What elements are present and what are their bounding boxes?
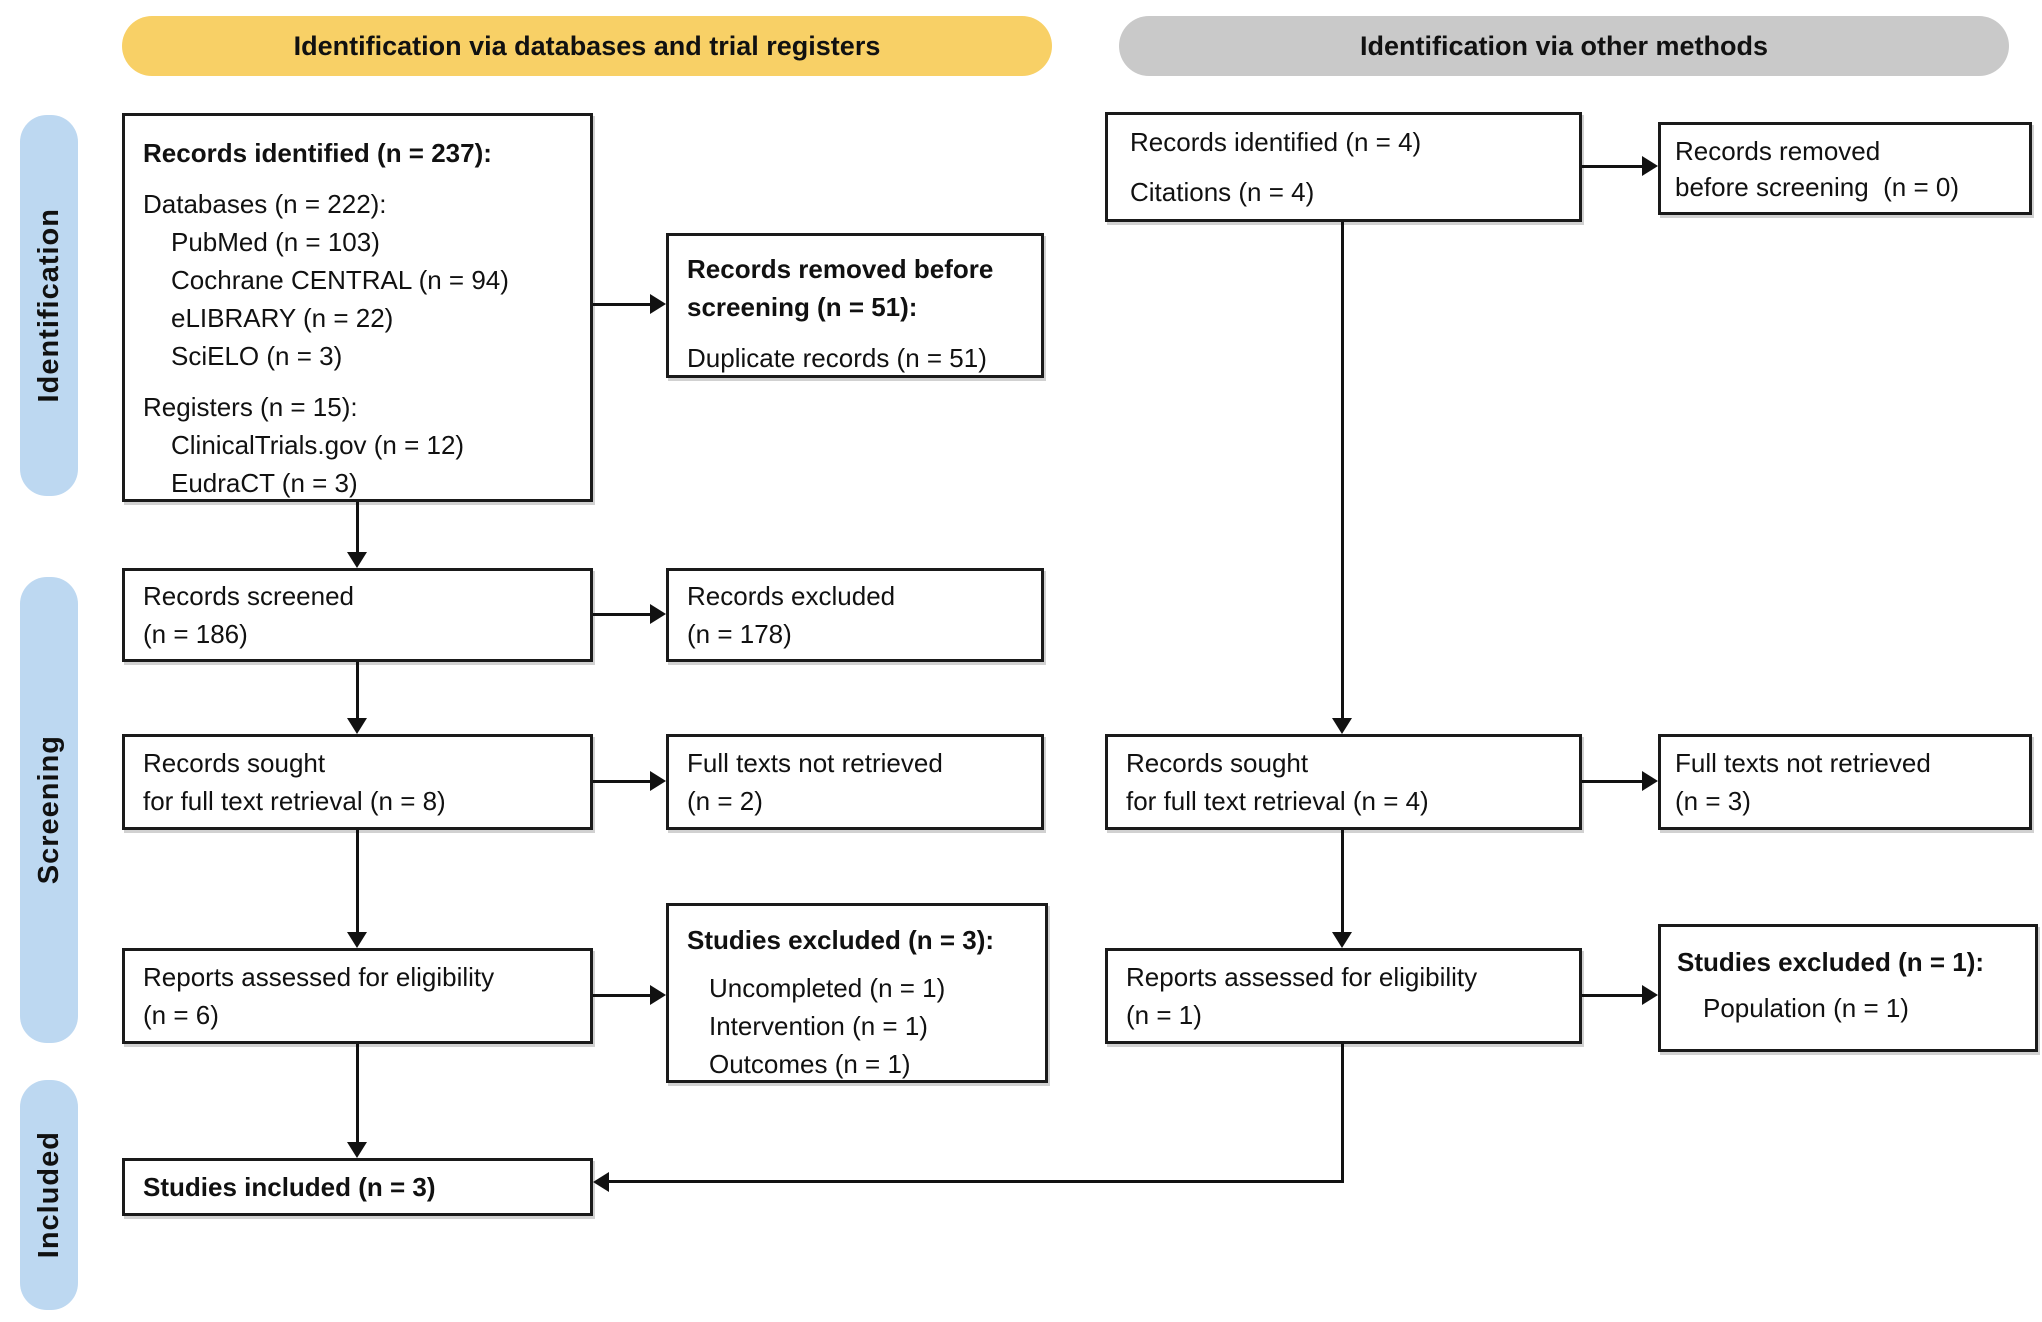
stage-screening-label: Screening	[32, 735, 65, 885]
exclusion-reason: Uncompleted (n = 1)	[709, 973, 946, 1003]
header-identification-databases-label: Identification via databases and trial registers	[293, 30, 881, 61]
databases-header: Databases (n = 222):	[143, 189, 387, 219]
arrow-sought-to-assessed-line	[356, 830, 359, 932]
arrow-sought-to-notretrieved-line	[593, 780, 650, 783]
database-item: Cochrane CENTRAL (n = 94)	[171, 265, 509, 295]
arrow-identified-to-screened-head	[347, 552, 367, 568]
box-records-excluded	[666, 568, 1044, 662]
box-records-sought-right	[1105, 734, 1582, 830]
header-identification-other-label: Identification via other methods	[1359, 30, 1769, 61]
box-records-sought-left	[122, 734, 593, 830]
stage-included-label: Included	[32, 1131, 65, 1259]
arrow-identified-other-to-removed-line	[1582, 165, 1642, 168]
records-excluded-line2: (n = 178)	[687, 619, 792, 649]
fulltexts-not-retrieved-right-line2: (n = 3)	[1675, 786, 1751, 816]
arrow-sought-right-to-assessed-head	[1332, 932, 1352, 948]
records-sought-left-line1: Records sought	[143, 748, 326, 778]
box-studies-included	[122, 1158, 593, 1216]
fulltexts-not-retrieved-right-line1: Full texts not retrieved	[1675, 748, 1931, 778]
studies-excluded-left-title: Studies excluded (n = 3):	[687, 925, 995, 955]
records-screened-line1: Records screened	[143, 581, 354, 611]
stage-identification	[20, 115, 78, 496]
reports-assessed-right-line2: (n = 1)	[1126, 1000, 1202, 1030]
records-identified-other-line1: Records identified (n = 4)	[1130, 127, 1422, 157]
arrow-identified-other-to-removed-head	[1642, 156, 1658, 176]
stage-identification-label: Identification	[32, 208, 65, 403]
database-item: PubMed (n = 103)	[171, 227, 380, 257]
arrow-assessed-to-included-line	[356, 1044, 359, 1142]
records-sought-right-line1: Records sought	[1126, 748, 1309, 778]
stage-included	[20, 1080, 78, 1310]
register-item: EudraCT (n = 3)	[171, 468, 358, 498]
arrow-assessed-right-to-excluded-line	[1582, 994, 1642, 997]
records-removed-other-line1: Records removed	[1675, 135, 1881, 166]
register-item: ClinicalTrials.gov (n = 12)	[171, 430, 465, 460]
exclusion-reason: Intervention (n = 1)	[709, 1011, 928, 1041]
arrow-identified-other-to-sought-line	[1341, 222, 1344, 718]
records-removed-other-line2: before screening (n = 0)	[1675, 171, 1959, 202]
header-identification-other	[1119, 16, 2009, 76]
arrow-sought-to-notretrieved-head	[650, 771, 666, 791]
arrow-screened-to-sought-head	[347, 718, 367, 734]
arrow-screened-to-excluded-head	[650, 604, 666, 624]
header-identification-databases	[122, 16, 1052, 76]
database-item: eLIBRARY (n = 22)	[171, 303, 394, 333]
arrow-assessed-right-to-included-vline	[1341, 1044, 1344, 1183]
box-records-removed-duplicates	[666, 233, 1044, 378]
database-item: SciELO (n = 3)	[171, 341, 343, 371]
arrow-identified-to-screened-line	[356, 502, 359, 552]
records-sought-left-line2: for full text retrieval (n = 8)	[143, 786, 446, 816]
arrow-identified-other-to-sought-head	[1332, 718, 1352, 734]
studies-excluded-right-title: Studies excluded (n = 1):	[1677, 947, 1985, 977]
exclusion-reason: Population (n = 1)	[1703, 993, 1909, 1023]
records-identified-other-line2: Citations (n = 4)	[1130, 177, 1315, 207]
box-fulltexts-not-retrieved-right	[1658, 734, 2032, 830]
box-studies-excluded-left	[666, 903, 1048, 1083]
arrow-assessed-to-excluded-head	[650, 985, 666, 1005]
box-records-screened	[122, 568, 593, 662]
records-sought-right-line2: for full text retrieval (n = 4)	[1126, 786, 1429, 816]
fulltexts-not-retrieved-left-line2: (n = 2)	[687, 786, 763, 816]
arrow-sought-right-to-assessed-line	[1341, 830, 1344, 932]
box-reports-assessed-left	[122, 948, 593, 1044]
reports-assessed-left-line1: Reports assessed for eligibility	[143, 962, 495, 992]
arrow-assessed-to-excluded-line	[593, 994, 650, 997]
box-fulltexts-not-retrieved-left	[666, 734, 1044, 830]
box-studies-excluded-right	[1658, 924, 2038, 1052]
arrow-sought-right-to-notretrieved-head	[1642, 771, 1658, 791]
arrow-sought-to-assessed-head	[347, 932, 367, 948]
duplicate-records-detail: Duplicate records (n = 51)	[687, 343, 987, 373]
reports-assessed-right-line1: Reports assessed for eligibility	[1126, 962, 1478, 992]
records-excluded-line1: Records excluded	[687, 581, 896, 611]
box-records-identified-databases	[122, 113, 593, 502]
stage-screening	[20, 577, 78, 1043]
arrow-assessed-right-to-excluded-head	[1642, 985, 1658, 1005]
records-removed-duplicates-title2: screening (n = 51):	[687, 292, 918, 322]
box-records-removed-other	[1658, 122, 2032, 215]
reports-assessed-left-line2: (n = 6)	[143, 1000, 219, 1030]
fulltexts-not-retrieved-left-line1: Full texts not retrieved	[687, 748, 943, 778]
studies-included-title: Studies included (n = 3)	[143, 1172, 436, 1202]
arrow-assessed-to-included-head	[347, 1142, 367, 1158]
arrow-assessed-right-to-included-hline	[609, 1180, 1344, 1183]
arrow-sought-right-to-notretrieved-line	[1582, 780, 1642, 783]
records-identified-title: Records identified (n = 237):	[143, 138, 492, 168]
box-records-identified-other	[1105, 112, 1582, 222]
arrow-identified-to-removed-line	[593, 303, 650, 306]
box-reports-assessed-right	[1105, 948, 1582, 1044]
registers-header: Registers (n = 15):	[143, 392, 358, 422]
arrow-assessed-right-to-included-head	[593, 1172, 609, 1192]
arrow-screened-to-sought-line	[356, 662, 359, 718]
arrow-identified-to-removed-head	[650, 294, 666, 314]
records-removed-duplicates-title1: Records removed before	[687, 254, 994, 284]
exclusion-reason: Outcomes (n = 1)	[709, 1049, 911, 1079]
records-screened-line2: (n = 186)	[143, 619, 248, 649]
arrow-screened-to-excluded-line	[593, 613, 650, 616]
